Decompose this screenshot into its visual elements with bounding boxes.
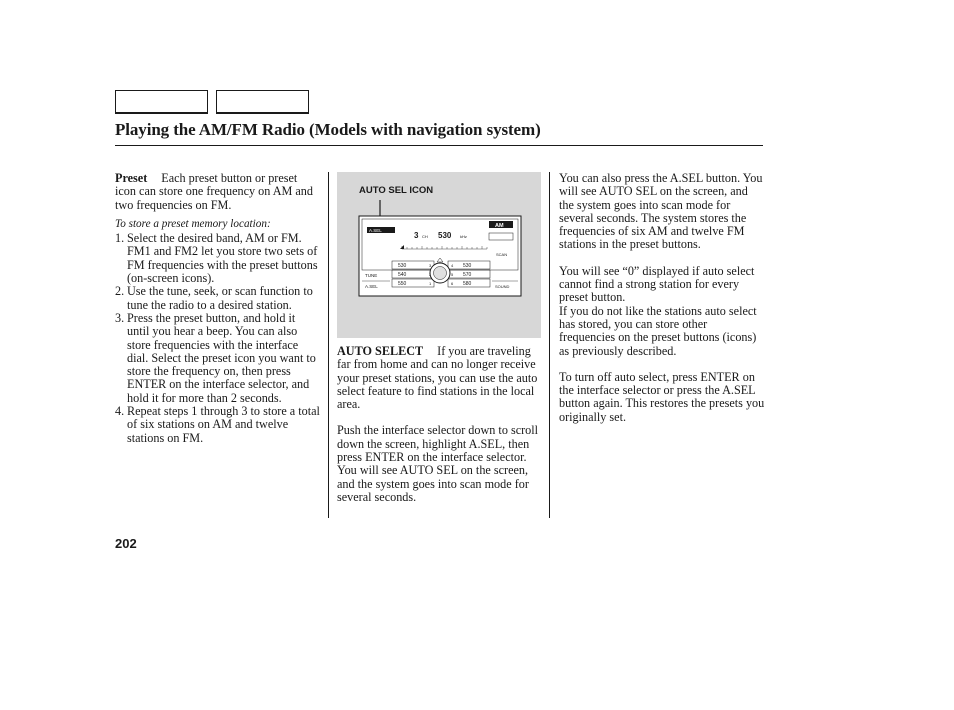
preset-left-freq: 540	[398, 272, 407, 278]
preset-left-num: 3	[429, 263, 432, 268]
preset-left-freq: 550	[398, 281, 407, 287]
title-divider	[115, 145, 763, 146]
asel-indicator-label: A.SEL	[369, 228, 382, 233]
column-divider-2	[549, 172, 550, 518]
column-3	[559, 172, 765, 437]
preset-right-freq: 570	[463, 272, 472, 278]
page-title: Playing the AM/FM Radio (Models with navigation system)	[115, 120, 541, 139]
band-indicator: AM	[495, 223, 504, 229]
preset-right-num: 5	[451, 272, 454, 277]
preset-right-freq: 580	[463, 281, 472, 287]
autoselect-paragraph	[337, 345, 544, 411]
preset-right-num: 4	[451, 263, 454, 268]
header-tab-box-1	[115, 90, 208, 114]
column-2	[337, 345, 544, 517]
ch-label: CH	[422, 234, 428, 239]
step-number: 2.	[115, 284, 125, 299]
turn-off-paragraph: To turn off auto select, press ENTER on the interface selector or press the A.SEL button again. This restores the presets you originally set.	[559, 369, 765, 424]
asel-button-paragraph: You can also press the A.SEL button. You will see AUTO SEL on the screen, and the system goes into scan mode for several seconds. The system stores the frequencies of six AM and twelve FM stations in the preset buttons.	[559, 171, 763, 252]
column-1	[115, 172, 320, 445]
preset-text: Each preset button or preset icon can store one frequency on AM and two frequencies on FM.	[115, 171, 313, 212]
preset-right-num: 6	[451, 281, 454, 286]
step-text: Repeat steps 1 through 3 to store a total of six stations on AM and twelve stations on FM.	[127, 404, 320, 445]
preset-lead: Preset	[115, 171, 148, 185]
interface-dial-center	[434, 267, 447, 280]
scan-label: SCAN	[496, 252, 508, 257]
autoselect-text: If you are traveling far from home and can no longer receive your preset stations, you can use the auto select feature to find stations in the local area.	[337, 344, 538, 412]
frequency-readout: 530	[438, 231, 452, 240]
step-text: Use the tune, seek, or scan function to tune the radio to a desired station.	[127, 284, 313, 312]
autoselect-lead: AUTO SELECT	[337, 344, 424, 358]
khz-label: kHz	[460, 234, 467, 239]
step-number: 1.	[115, 231, 125, 246]
zero-display-paragraph: You will see “0” displayed if auto select cannot find a strong station for every preset button.	[559, 263, 755, 305]
push-paragraph: Push the interface selector down to scroll down the screen, highlight A.SEL, then press ENTER on the interface selector. You will see AUTO SEL on the screen, and the system goes into scan mode for several seconds.	[337, 423, 539, 504]
column-divider-1	[328, 172, 329, 518]
preset-right-freq: 530	[463, 263, 472, 269]
preset-left-freq: 530	[398, 263, 407, 269]
preset-left-num: 1	[429, 281, 432, 286]
step-number: 3.	[115, 310, 125, 325]
step-number: 4.	[115, 404, 125, 419]
procedure-heading: To store a preset memory location:	[115, 217, 271, 230]
manual-store-paragraph: If you do not like the stations auto select has stored, you can store other frequencies on the preset buttons (icons) as previously described.	[559, 303, 757, 358]
auto-sel-figure	[337, 172, 541, 338]
tune-label: TUNE	[365, 273, 378, 278]
asel-button-label: A.SEL	[365, 284, 378, 289]
preset-paragraph	[115, 172, 320, 212]
step-item	[115, 285, 320, 312]
radio-screen-illustration	[337, 172, 541, 338]
page-number: 202	[115, 536, 137, 551]
sound-label: SOUND	[495, 284, 510, 289]
step-item	[115, 312, 320, 405]
steps-list	[115, 232, 320, 445]
figure-label: AUTO SEL ICON	[359, 185, 434, 196]
preset-number: 3	[414, 231, 419, 240]
step-item	[115, 405, 320, 445]
step-text: Press the preset button, and hold it until you hear a beep. You can also store frequencies with the interface dial. Select the preset icon you want to store the frequency on, then press ENTER on the interface selector, and hold it for more than 2 seconds.	[127, 310, 316, 405]
step-item	[115, 232, 320, 285]
step-text: Select the desired band, AM or FM. FM1 and FM2 let you store two sets of FM frequencies with the preset buttons (on-screen icons).	[127, 231, 318, 286]
header-tab-box-2	[216, 90, 309, 114]
